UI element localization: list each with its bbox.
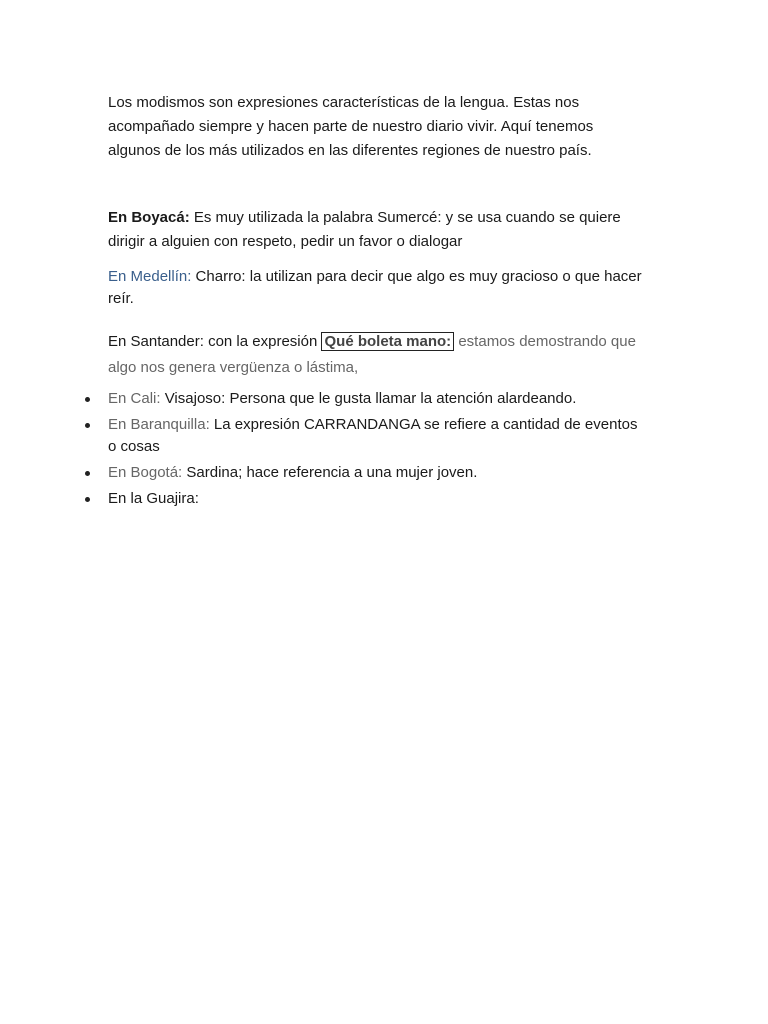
- list-item-text: La expresión CARRANDANGA se refiere a cantidad de eventos o cosas: [108, 416, 638, 455]
- santander-text: estamos demostrando que algo nos genera vergüenza o lástima,: [108, 333, 636, 376]
- intro-text: Los modismos son expresiones características de la lengua. Estas nos acompañado siempre y hacen parte de nuestro diario vivir. Aquí tenemos algunos de los más utilizados en las diferentes regiones de nuestro país.: [108, 94, 594, 159]
- list-item: [0, 414, 648, 458]
- list-item-text: Visajoso: Persona que le gusta llamar la atención alardeando.: [160, 390, 577, 407]
- medellin-paragraph: [108, 266, 648, 310]
- boyaca-text: Es muy utilizada la palabra Sumercé: y se usa cuando se quiere dirigir a alguien con respeto, pedir un favor o dialogar: [108, 209, 621, 250]
- list-item-label: En Cali:: [108, 390, 161, 407]
- bullet-icon: [85, 497, 90, 502]
- intro-paragraph: [108, 91, 648, 163]
- list-item-label: En Bogotá:: [108, 464, 183, 481]
- bullet-icon: [85, 471, 90, 476]
- list-item-label: En Baranquilla:: [108, 416, 210, 433]
- santander-paragraph: [108, 329, 648, 381]
- list-item: [0, 388, 648, 410]
- region-list: [0, 388, 768, 510]
- santander-label: En Santander: con la expresión: [108, 333, 322, 350]
- list-item: [0, 488, 648, 510]
- boyaca-paragraph: [108, 206, 648, 254]
- medellin-label: En Medellín:: [108, 268, 192, 285]
- list-item: [0, 462, 648, 484]
- list-item-label: En la Guajira:: [108, 490, 199, 507]
- medellin-text: Charro: la utilizan para decir que algo es muy gracioso o que hacer reír.: [108, 268, 642, 307]
- list-item-text: Sardina; hace referencia a una mujer joven.: [182, 464, 478, 481]
- santander-expression: Qué boleta mano:: [321, 332, 454, 351]
- boyaca-label: En Boyacá:: [108, 209, 190, 226]
- bullet-icon: [85, 423, 90, 428]
- bullet-icon: [85, 397, 90, 402]
